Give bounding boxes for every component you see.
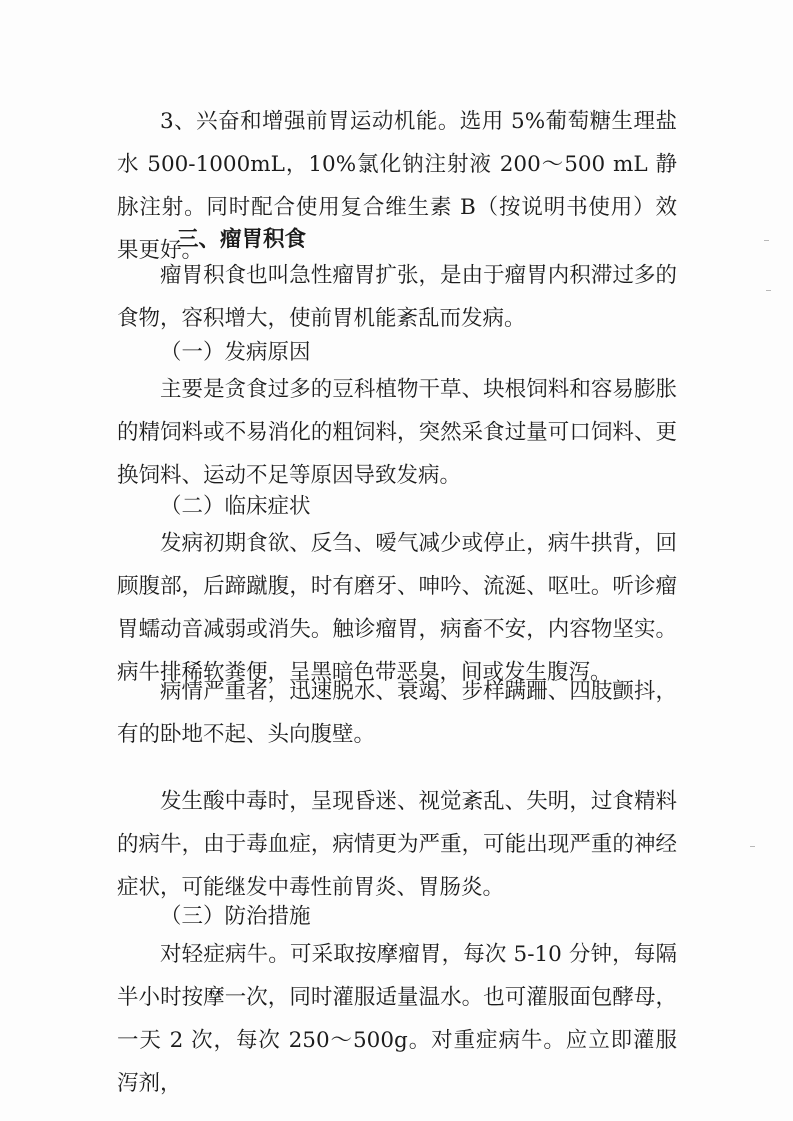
paragraph-treatment: 对轻症病牛。可采取按摩瘤胃，每次 5-10 分钟，每隔半小时按摩一次，同时灌服适量温水。也可灌服面包酵母，一天 2 次，每次 250～500g。对重症病牛。应立即灌服泻剂， [117, 942, 677, 1096]
subheading-treatment: （三）防治措施 [160, 904, 311, 929]
paragraph-symptoms: 发病初期食欲、反刍、嗳气减少或停止，病牛拱背，回顾腹部，后蹄蹴腹，时有磨牙、呻吟、流涎、呕吐。听诊瘤胃蠕动音减弱或消失。触诊瘤胃，病畜不安，内容物坚实。病牛排稀软粪便，呈黑暗色带恶臭，间或发生腹泻。 [117, 531, 677, 685]
scan-speck [766, 290, 771, 291]
scan-speck [750, 846, 755, 847]
subheading-cause: （一）发病原因 [160, 340, 311, 365]
scan-speck [764, 240, 769, 241]
paragraph-definition: 瘤胃积食也叫急性瘤胃扩张，是由于瘤胃内积滞过多的食物，容积增大，使前胃机能紊乱而发病。 [117, 263, 677, 331]
paragraph-acidosis: 发生酸中毒时，呈现昏迷、视觉紊乱、失明，过食精料的病牛，由于毒血症，病情更为严重，可能出现严重的神经症状，可能继发中毒性前胃炎、胃肠炎。 [117, 789, 677, 900]
subheading-symptoms: （二）临床症状 [160, 494, 311, 519]
paragraph-cause: 主要是贪食过多的豆科植物干草、块根饲料和容易膨胀的精饲料或不易消化的粗饲料，突然采食过量可口饲料、更换饲料、运动不足等原因导致发病。 [117, 377, 677, 488]
paragraph-excitation-treatment: 3、兴奋和增强前胃运动机能。选用 5%葡萄糖生理盐水 500-1000mL，10%氯化钠注射液 200～500 mL 静脉注射。同时配合使用复合维生素 B（按说明书使用）效果更好。 [117, 109, 677, 263]
section-heading-rumen-impaction: 三、瘤胃积食 [177, 227, 307, 252]
paragraph-severe-cases: 病情严重者，迅速脱水、衰竭、步样蹒跚、四肢颤抖，有的卧地不起、头向腹壁。 [117, 679, 677, 747]
